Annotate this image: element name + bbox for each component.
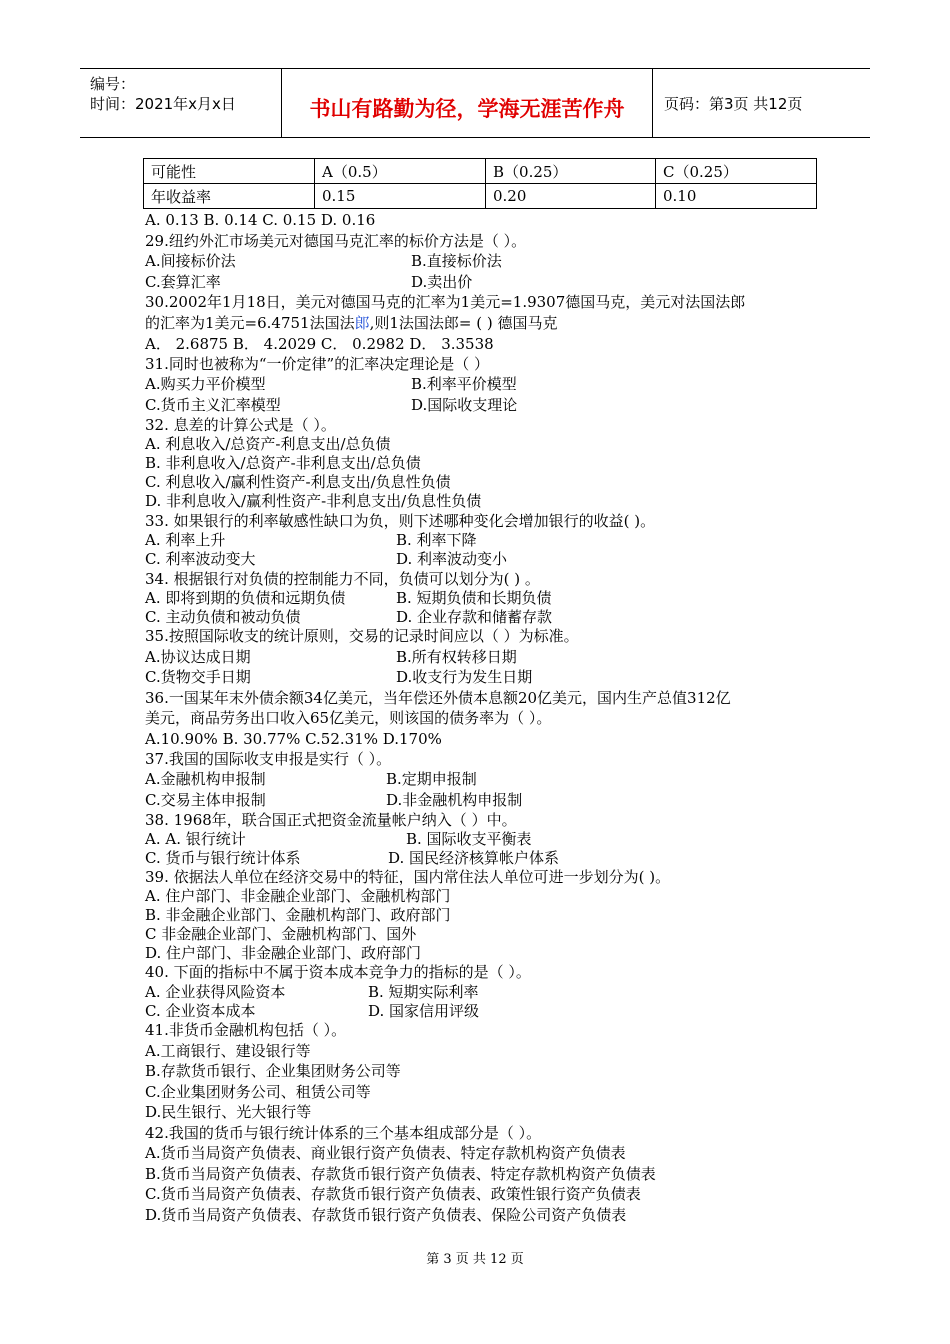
page-header (80, 68, 870, 138)
q39-option-b: B. 非金融企业部门、金融机构部门、政府部门 (145, 906, 451, 924)
q29-option-c: C.套算汇率 (145, 273, 221, 291)
q40-option-b: B. 短期实际利率 (368, 983, 479, 1001)
q33-option-a: A. 利率上升 (145, 531, 226, 549)
q42-option-d: D.货币当局资产负债表、存款货币银行资产负债表、保险公司资产负债表 (145, 1206, 627, 1224)
q30-stem-link-text: 郎 (354, 314, 370, 332)
q40-option-d: D. 国家信用评级 (368, 1002, 480, 1020)
q31-option-a: A.购买力平价模型 (145, 375, 266, 393)
table-cell: A（0.5） (315, 159, 486, 184)
q42-stem: 42.我国的货币与银行统计体系的三个基本组成部分是（ ）。 (145, 1124, 542, 1142)
q35-option-d: D.收支行为发生日期 (396, 668, 533, 686)
q33-option-c: C. 利率波动变大 (145, 550, 256, 568)
q38-option-c: C. 货币与银行统计体系 (145, 849, 301, 867)
table-cell: 年收益率 (144, 184, 315, 209)
q29-option-b: B.直接标价法 (411, 252, 502, 270)
q29-stem: 29.纽约外汇市场美元对德国马克汇率的标价方法是（ ）。 (145, 232, 527, 250)
q31-option-d: D.国际收支理论 (411, 396, 518, 414)
q31-option-b: B.利率平价模型 (411, 375, 517, 393)
table-cell: B（0.25） (486, 159, 656, 184)
q37-stem: 37.我国的国际收支申报是实行（ ）。 (145, 750, 392, 768)
q37-option-b: B.定期申报制 (386, 770, 477, 788)
q30-options: A． 2.6875 B． 4.2029 C． 0.2982 D． 3.3538 (145, 335, 494, 353)
q36-stem-line2: 美元，商品劳务出口收入65亿美元，则该国的债务率为（ ）。 (145, 709, 552, 727)
table-row (144, 159, 817, 184)
q35-stem: 35.按照国际收支的统计原则，交易的记录时间应以（ ）为标准。 (145, 627, 579, 645)
q39-option-d: D. 住户部门、非金融企业部门、政府部门 (145, 944, 422, 962)
q34-stem: 34. 根据银行对负债的控制能力不同，负债可以划分为( ) 。 (145, 570, 540, 588)
page-footer: 第 3 页 共 12 页 (426, 1252, 524, 1267)
q41-option-a: A.工商银行、建设银行等 (145, 1042, 311, 1060)
q41-option-b: B.存款货币银行、企业集团财务公司等 (145, 1062, 401, 1080)
q39-option-c: C 非金融企业部门、金融机构部门、国外 (145, 925, 417, 943)
q36-stem-line1: 36.一国某年末外债余额34亿美元，当年偿还外债本息额20亿美元，国内生产总值312亿 (145, 689, 731, 707)
page-info: 页码：第3页 共12页 (664, 95, 803, 113)
q31-option-c: C.货币主义汇率模型 (145, 396, 281, 414)
q38-stem: 38. 1968年，联合国正式把资金流量帐户纳入（ ）中。 (145, 811, 517, 829)
q34-option-d: D. 企业存款和储蓄存款 (396, 608, 553, 626)
table-row (144, 184, 817, 209)
q36-options: A.10.90% B. 30.77% C.52.31% D.170% (145, 730, 442, 748)
probability-table (143, 158, 817, 209)
q32-stem: 32. 息差的计算公式是（ ）。 (145, 416, 336, 434)
q30-stem-line2 (145, 313, 558, 333)
q32-option-c: C. 利息收入/赢利性资产-利息支出/负息性负债 (145, 473, 451, 491)
q41-option-c: C.企业集团财务公司、租赁公司等 (145, 1083, 371, 1101)
q32-option-d: D. 非利息收入/赢利性资产-非利息支出/负息性负债 (145, 492, 482, 510)
q40-option-c: C. 企业资本成本 (145, 1002, 256, 1020)
q42-option-b: B.货币当局资产负债表、存款货币银行资产负债表、特定存款机构资产负债表 (145, 1165, 656, 1183)
q38-option-d: D. 国民经济核算帐户体系 (388, 849, 560, 867)
table-cell: 可能性 (144, 159, 315, 184)
q35-option-a: A.协议达成日期 (145, 648, 251, 666)
q34-option-a: A. 即将到期的负债和远期负债 (145, 589, 346, 607)
q30-stem-part: 的汇率为1美元=6.4751法国法 (145, 314, 355, 332)
q37-option-c: C.交易主体申报制 (145, 791, 266, 809)
q33-stem: 33. 如果银行的利率敏感性缺口为负，则下述哪种变化会增加银行的收益( )。 (145, 512, 656, 530)
q42-option-c: C.货币当局资产负债表、存款货币银行资产负债表、政策性银行资产负债表 (145, 1185, 641, 1203)
q38-option-b: B. 国际收支平衡表 (406, 830, 532, 848)
time-label: 时间：2021年x月x日 (90, 95, 236, 113)
q41-option-d: D.民生银行、光大银行等 (145, 1103, 312, 1121)
q33-option-b: B. 利率下降 (396, 531, 477, 549)
q37-option-a: A.金融机构申报制 (145, 770, 266, 788)
q30-stem-part: ,则1法国法郎= ( ) 德国马克 (369, 314, 558, 332)
q39-stem: 39. 依据法人单位在经济交易中的特征，国内常住法人单位可进一步划分为( )。 (145, 868, 671, 886)
q32-option-b: B. 非利息收入/总资产-非利息支出/总负债 (145, 454, 421, 472)
q38-option-a: A. A. 银行统计 (145, 830, 246, 848)
q29-option-d: D.卖出价 (411, 273, 473, 291)
q33-option-d: D. 利率波动变小 (396, 550, 508, 568)
q40-stem: 40. 下面的指标中不属于资本成本竞争力的指标的是（ ）。 (145, 963, 531, 981)
q34-option-b: B. 短期负债和长期负债 (396, 589, 552, 607)
q39-option-a: A. 住户部门、非金融企业部门、金融机构部门 (145, 887, 451, 905)
q29-option-a: A.间接标价法 (145, 252, 236, 270)
header-motto-cell (282, 69, 653, 137)
table-cell: 0.15 (315, 184, 486, 209)
q35-option-c: C.货物交手日期 (145, 668, 251, 686)
q31-stem: 31.同时也被称为“一价定律”的汇率决定理论是（ ） (145, 355, 489, 373)
q32-option-a: A. 利息收入/总资产-利息支出/总负债 (145, 435, 391, 453)
q37-option-d: D.非金融机构申报制 (386, 791, 523, 809)
motto: 书山有路勤为径，学海无涯苦作舟 (309, 97, 625, 121)
table-cell: C（0.25） (656, 159, 817, 184)
q40-option-a: A. 企业获得风险资本 (145, 983, 286, 1001)
q30-stem-line1: 30.2002年1月18日，美元对德国马克的汇率为1美元=1.9307德国马克，美元对法国法郎 (145, 293, 746, 311)
q34-option-c: C. 主动负债和被动负债 (145, 608, 301, 626)
table-cell: 0.10 (656, 184, 817, 209)
table-cell: 0.20 (486, 184, 656, 209)
q35-option-b: B.所有权转移日期 (396, 648, 517, 666)
code-label: 编号： (90, 75, 136, 93)
header-meta (80, 69, 282, 137)
q42-option-a: A.货币当局资产负债表、商业银行资产负债表、特定存款机构资产负债表 (145, 1144, 626, 1162)
q28-options: A. 0.13 B. 0.14 C. 0.15 D. 0.16 (145, 211, 376, 229)
q41-stem: 41.非货币金融机构包括（ ）。 (145, 1021, 347, 1039)
